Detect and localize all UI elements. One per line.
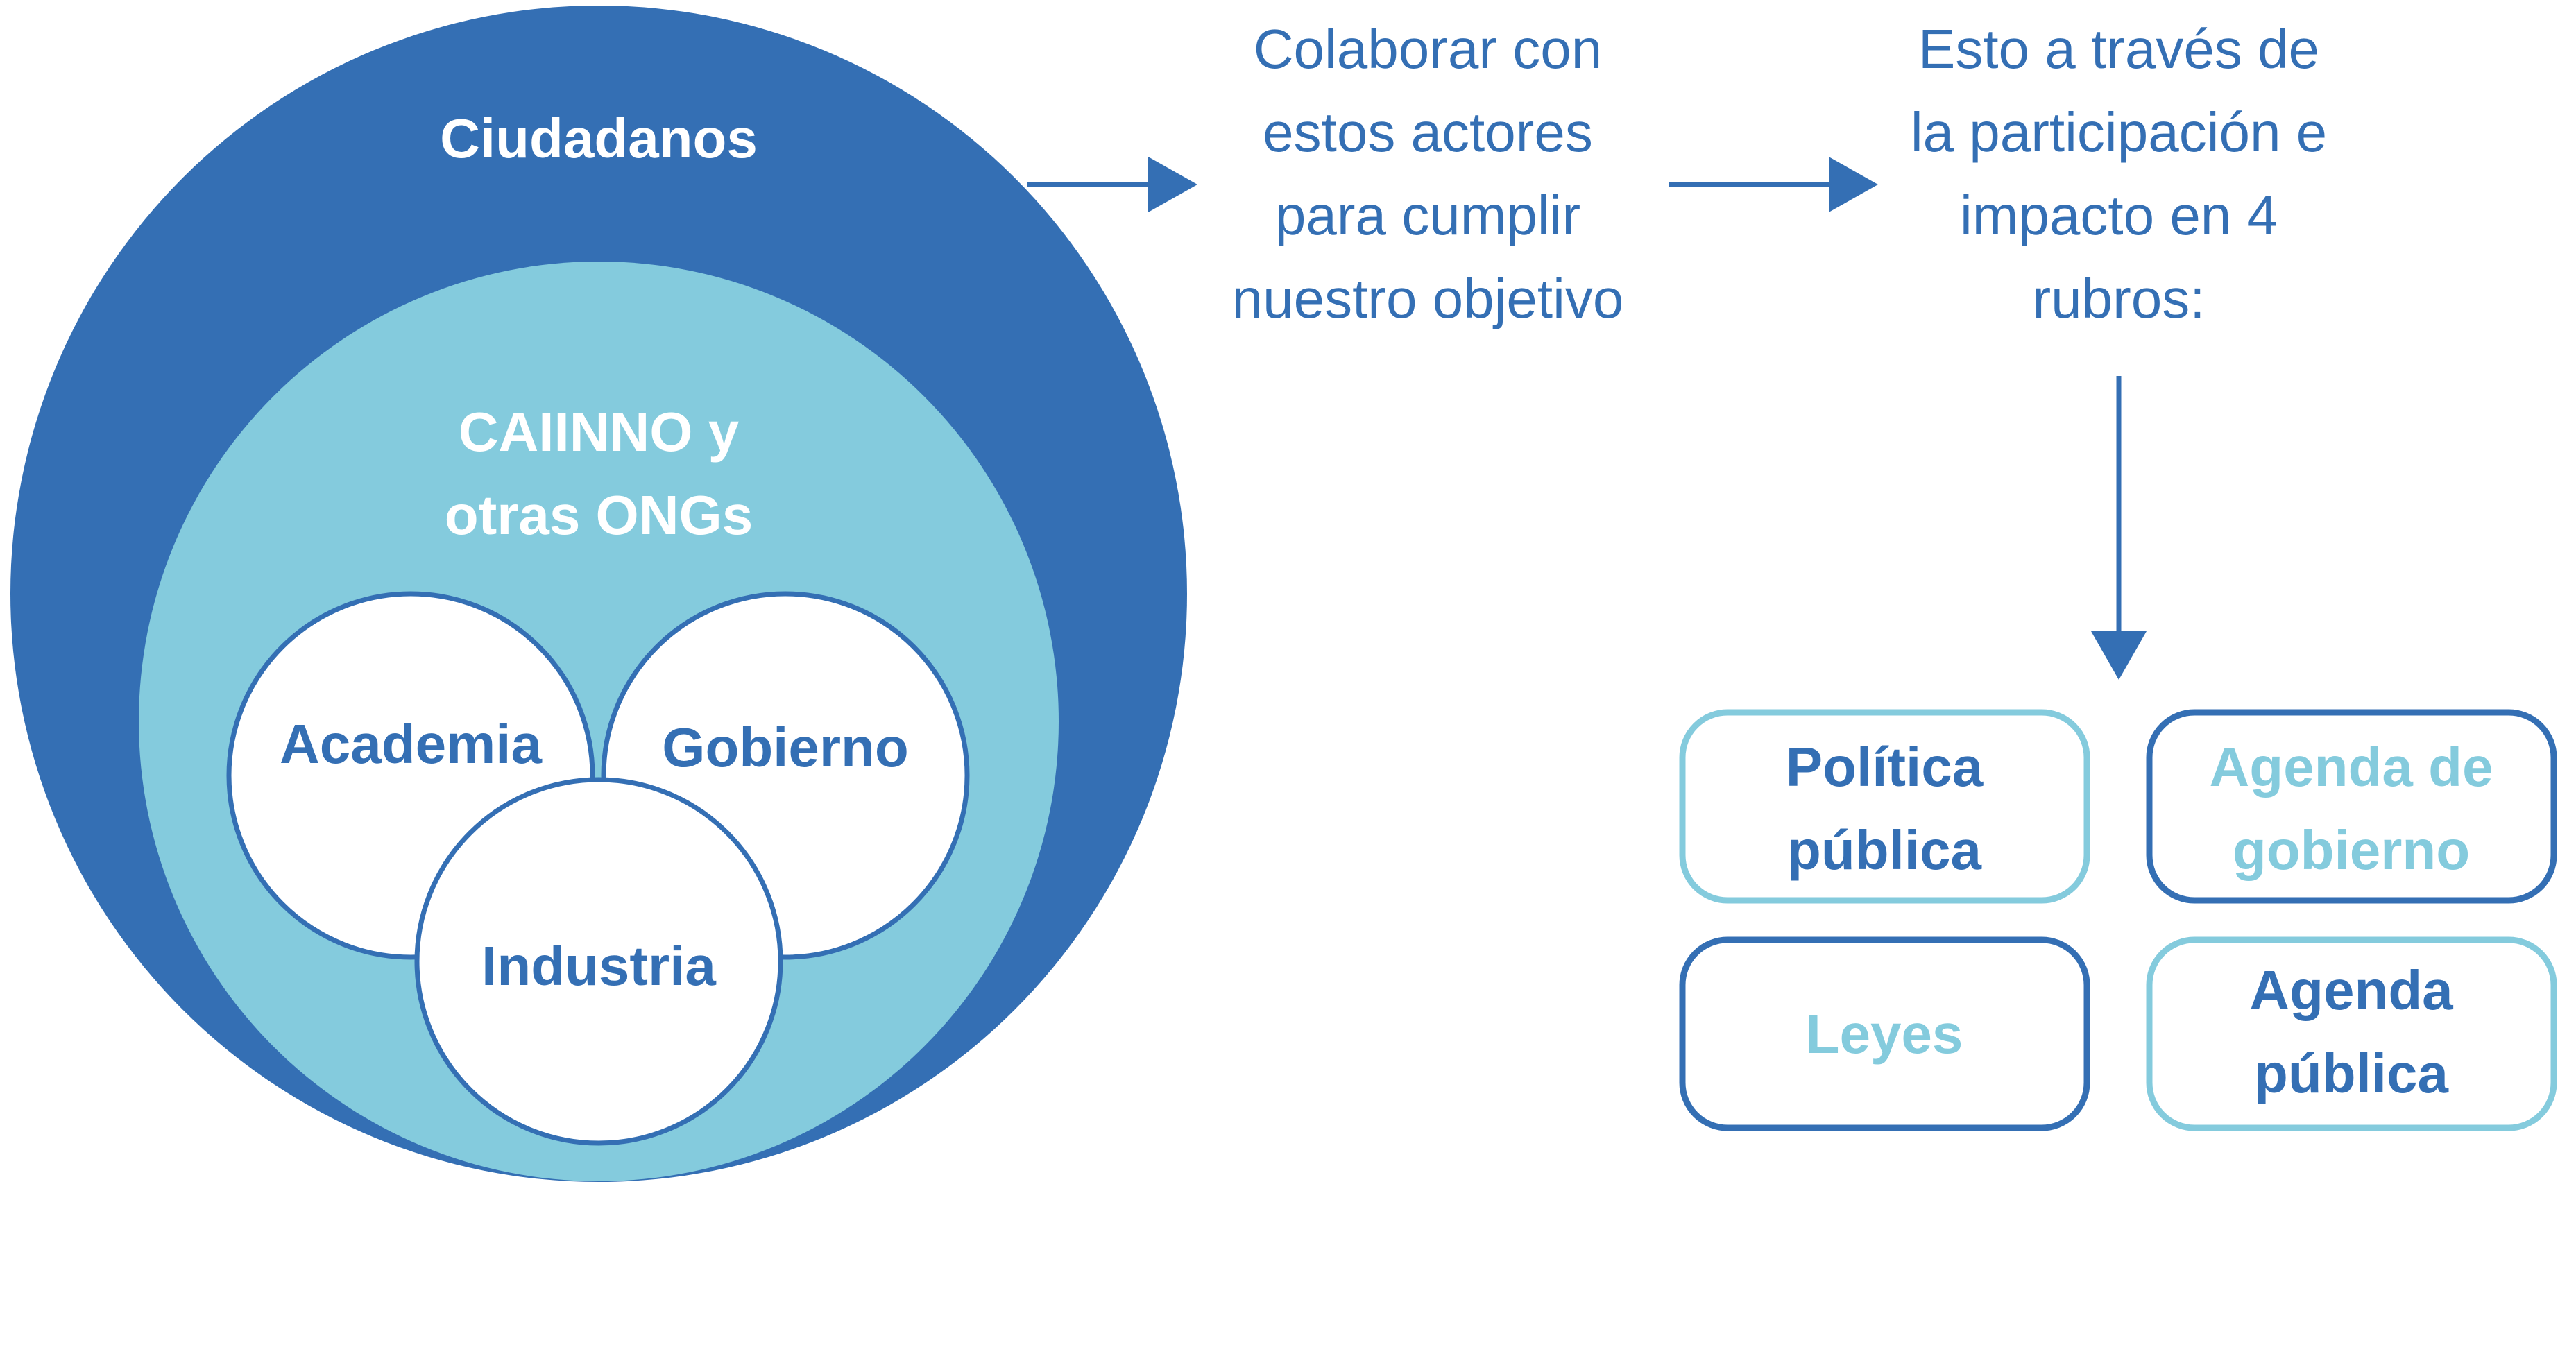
agenda-publica-line1: Agenda [2249,959,2453,1021]
step2-line2: la participación e [1910,101,2328,163]
step1-line4: nuestro objetivo [1231,268,1624,329]
agenda-publica-line2: pública [2253,1043,2449,1104]
arrow-to-rubros-head [2091,631,2147,680]
industria-label: Industria [481,935,716,997]
step1-line3: para cumplir [1274,185,1581,246]
leyes-label: Leyes [1805,1003,1963,1065]
step1-line1: Colaborar con [1253,18,1603,80]
agenda-gobierno-line1: Agenda de [2209,736,2493,798]
step1-line2: estos actores [1263,101,1593,163]
caiinno-label-line2: otras ONGs [444,484,753,546]
politica-publica-line2: pública [1786,819,1982,881]
step2-line4: rubros: [2032,268,2206,329]
arrow-to-step1-head [1148,157,1197,212]
arrow-to-step2-head [1829,157,1878,212]
gobierno-label: Gobierno [662,717,909,778]
agenda-gobierno-line2: gobierno [2232,819,2471,881]
ciudadanos-label: Ciudadanos [440,108,758,169]
step2-line1: Esto a través de [1918,18,2320,80]
politica-publica-line1: Política [1785,736,1984,798]
caiinno-label-line1: CAIINNO y [458,401,740,463]
academia-label: Academia [280,713,542,775]
step2-line3: impacto en 4 [1959,185,2278,246]
